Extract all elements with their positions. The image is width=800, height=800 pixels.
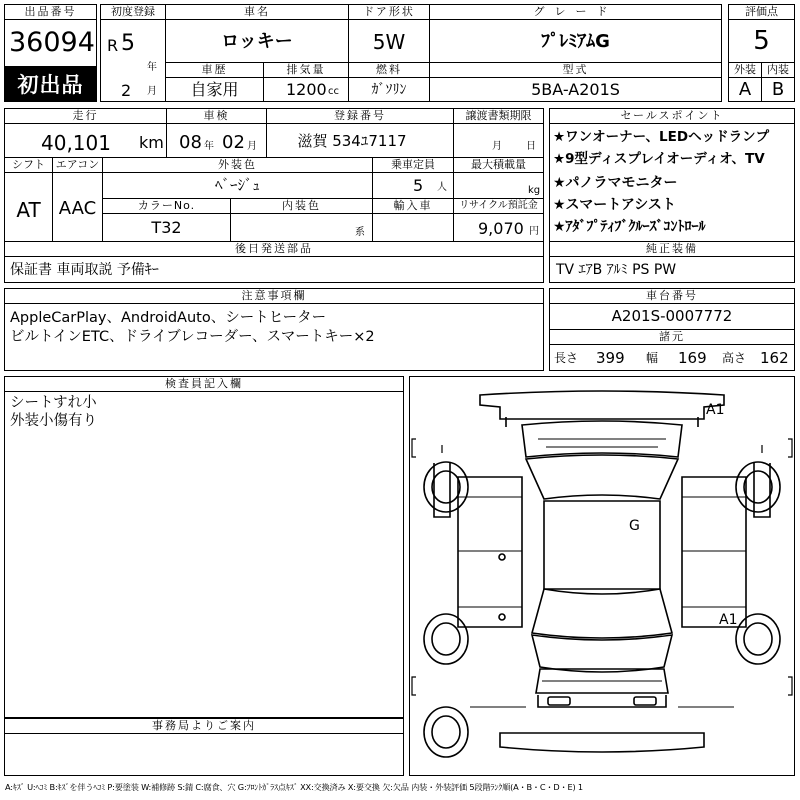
- color-number: T32: [151, 218, 182, 237]
- inspection-year: 08: [179, 132, 202, 153]
- shift-box: [4, 172, 53, 242]
- inspection-month-unit: 月: [247, 141, 257, 152]
- exterior-box: [728, 77, 762, 102]
- model-code: 5BA-A201S: [531, 80, 620, 99]
- car-name-box: [165, 19, 349, 63]
- transfer-deadline-box: [453, 123, 544, 158]
- capacity-unit: 人: [437, 182, 447, 193]
- exterior-color-box: [102, 172, 373, 199]
- notes-box: [4, 303, 544, 371]
- displacement-box: [263, 77, 349, 102]
- genuine-equipment: TV ｴｱB ｱﾙﾐ PS PW: [556, 262, 677, 278]
- sales-point-1: ★ワンオーナー、LEDヘッドランプ: [553, 129, 770, 145]
- damage-mark-windshield: G: [629, 518, 640, 534]
- history-box: [165, 77, 264, 102]
- transfer-day-unit: 日: [526, 141, 536, 152]
- mileage-label: 走行: [4, 108, 167, 124]
- registration-number: 滋賀 534ﾕ7117: [297, 132, 407, 150]
- interior-box: [761, 77, 795, 102]
- capacity-box: [372, 172, 454, 199]
- model-code-label: 型式: [429, 62, 722, 78]
- score: 5: [753, 26, 770, 56]
- chassis-number-box: [549, 303, 795, 330]
- year-unit: 年: [147, 62, 157, 73]
- transfer-month-unit: 月: [492, 141, 502, 152]
- shift-label: シフト: [4, 157, 53, 173]
- inspection-year-unit: 年: [204, 141, 214, 152]
- specs-box: [549, 344, 795, 371]
- fuel-label: 燃料: [348, 62, 430, 78]
- sales-point-5: ★ｱﾀﾞﾌﾟﾃｨﾌﾞｸﾙｰｽﾞｺﾝﾄﾛｰﾙ: [553, 219, 706, 235]
- first-registration-month: 2: [121, 81, 132, 100]
- later-parts-label: 後日発送部品: [4, 241, 544, 257]
- door-type-box: [348, 19, 430, 63]
- interior-color-box: [230, 213, 373, 242]
- legend: A:ｷｽﾞ U:ﾍｺﾐ B:ｷｽﾞを伴うﾍｺﾐ P:要塗装 W:補修跡 S:錆 C:腐食、穴 G:ﾌﾛﾝﾄｶﾞﾗｽ点ｷｽﾞ XX:交換済み X:要交換 欠:欠品 内装・外装評価 5段階ﾗﾝｸ順(A・B・C・D・E) 1: [5, 782, 583, 792]
- fuel-box: [348, 77, 430, 102]
- inspector-notes-label: 検査員記入欄: [4, 376, 404, 392]
- history: 自家用: [190, 80, 239, 99]
- shift: AT: [16, 198, 41, 222]
- car-diagram: [410, 377, 794, 775]
- inspection-box: [166, 123, 267, 158]
- chassis-number-label: 車台番号: [549, 288, 795, 304]
- office-info-label: 事務局よりご案内: [4, 718, 404, 734]
- exterior-color-label: 外装色: [102, 157, 373, 173]
- fuel: ｶﾞｿﾘﾝ: [371, 82, 407, 98]
- notes-line-1: AppleCarPlay、AndroidAuto、シートヒーター: [10, 310, 327, 326]
- exhibit-number-label: 出品番号: [4, 4, 97, 20]
- sales-point-4: ★スマートアシスト: [553, 197, 676, 213]
- sales-point-3: ★パノラマモニター: [553, 175, 678, 191]
- first-registration-box: [100, 19, 166, 102]
- specs-label: 諸元: [549, 329, 795, 345]
- chassis-number: A201S-0007772: [611, 307, 733, 325]
- registration-number-label: 登録番号: [266, 108, 454, 124]
- max-load-label: 最大積載量: [453, 157, 544, 173]
- door-type-label: ドア形状: [348, 4, 430, 20]
- grade: ﾌﾟﾚﾐｱﾑG: [541, 31, 610, 52]
- color-number-box: [102, 213, 231, 242]
- color-number-label: カラーNo.: [102, 198, 231, 214]
- genuine-equipment-label: 純正装備: [549, 241, 795, 257]
- import-label: 輸入車: [372, 198, 454, 214]
- first-listing-badge: 初出品: [4, 67, 97, 102]
- recycle-deposit-label: リサイクル預託金: [453, 198, 544, 214]
- score-box: [728, 19, 795, 63]
- capacity: 5: [413, 176, 424, 195]
- history-label: 車歴: [165, 62, 264, 78]
- inspection-month: 02: [222, 132, 245, 153]
- notes-label: 注意事項欄: [4, 288, 544, 304]
- mileage: 40,101: [41, 131, 111, 155]
- interior-color-label: 内装色: [230, 198, 373, 214]
- interior-label: 内装: [761, 62, 795, 78]
- score-label: 評価点: [728, 4, 795, 20]
- exterior-color: ﾍﾞｰｼﾞｭ: [214, 176, 260, 194]
- grade-box: [429, 19, 722, 63]
- length-label: 長さ: [554, 351, 579, 365]
- car-name: ロッキー: [221, 31, 293, 52]
- displacement-label: 排気量: [263, 62, 349, 78]
- inspector-note-1: シートすれ小: [10, 395, 97, 411]
- month-unit: 月: [147, 86, 157, 97]
- max-load-box: [453, 172, 544, 199]
- aircon: AAC: [58, 198, 97, 219]
- width-value: 169: [678, 349, 707, 367]
- office-info-box: [4, 733, 404, 776]
- interior-grade: B: [771, 79, 785, 100]
- exhibit-number: 36094: [9, 27, 95, 58]
- import-box: [372, 213, 454, 242]
- aircon-box: [52, 172, 103, 242]
- notes-line-2: ビルトインETC、ドライブレコーダー、スマートキー×2: [10, 329, 375, 345]
- max-load-unit: kg: [528, 185, 541, 196]
- mileage-box: [4, 123, 167, 158]
- recycle-deposit-box: [453, 213, 544, 242]
- first-registration-label: 初度登録: [100, 4, 166, 20]
- recycle-deposit: 9,070: [478, 219, 524, 238]
- mileage-unit: km: [139, 133, 164, 152]
- inspector-notes-box: [4, 391, 404, 718]
- displacement: 1200: [286, 80, 327, 99]
- height-label: 高さ: [722, 351, 747, 365]
- sales-point-2: ★9型ディスプレイオーディオ、TV: [553, 151, 765, 167]
- height-value: 162: [760, 349, 789, 367]
- car-name-label: 車名: [165, 4, 349, 20]
- later-parts: 保証書 車両取説 予備ｷｰ: [10, 262, 159, 278]
- first-registration-year: 5: [121, 31, 135, 56]
- capacity-label: 乗車定員: [372, 157, 454, 173]
- grade-label: グレード: [429, 4, 722, 20]
- inspection-label: 車検: [166, 108, 267, 124]
- damage-diagram-box: [409, 376, 795, 776]
- model-code-box: [429, 77, 722, 102]
- transfer-deadline-label: 譲渡書類期限: [453, 108, 544, 124]
- exterior-label: 外装: [728, 62, 762, 78]
- sales-points-box: [549, 123, 795, 242]
- later-parts-box: [4, 256, 544, 283]
- exhibit-number-box: [4, 19, 97, 67]
- interior-color-unit: 系: [355, 227, 365, 238]
- genuine-equipment-box: [549, 256, 795, 283]
- length-value: 399: [596, 349, 625, 367]
- aircon-label: エアコン: [52, 157, 103, 173]
- registration-number-box: [266, 123, 454, 158]
- damage-mark-front-right: A1: [706, 402, 725, 418]
- first-registration-era: R: [107, 36, 119, 55]
- sales-points-label: セールスポイント: [549, 108, 795, 124]
- width-label: 幅: [646, 351, 659, 365]
- displacement-unit: cc: [328, 86, 339, 97]
- inspector-note-2: 外装小傷有り: [10, 413, 97, 429]
- damage-mark-rear-right: A1: [719, 612, 738, 628]
- door-type: 5W: [372, 30, 406, 54]
- recycle-deposit-unit: 円: [529, 226, 539, 237]
- exterior-grade: A: [738, 79, 752, 100]
